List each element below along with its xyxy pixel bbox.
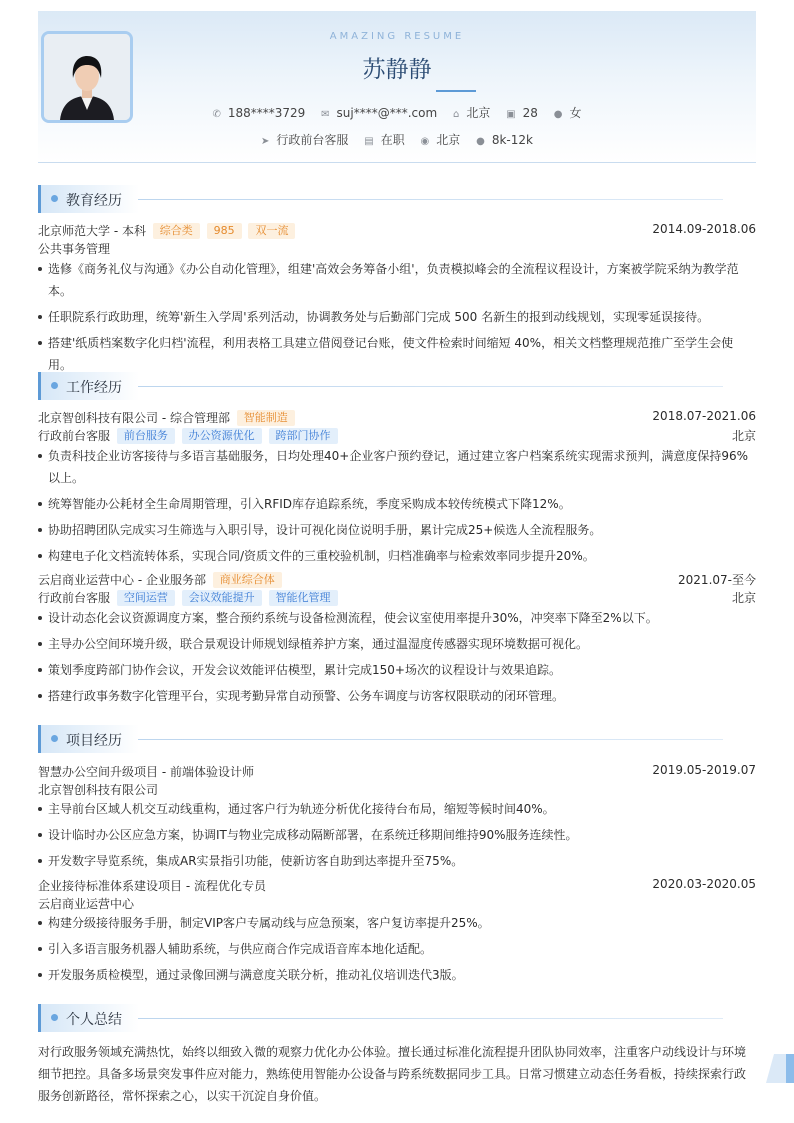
company-name: 云启商业运营中心 - 企业服务部	[38, 573, 206, 587]
project-title: 企业接待标准体系建设项目 - 流程优化专员	[38, 879, 266, 893]
education-major-row	[38, 240, 756, 258]
list-item: 任职院系行政助理，统筹'新生入学周'系列活动，协调教务处与后勤部门完成 500 名新生的报到动线规划，实现零延误接待。	[38, 306, 750, 328]
position-item	[261, 131, 348, 148]
section-rule	[138, 199, 723, 200]
section-work-title	[38, 372, 723, 400]
project-title-row	[38, 763, 756, 781]
industry-tag: 智能制造	[237, 410, 295, 426]
send-icon: ➤	[261, 136, 270, 147]
section-education-title	[38, 185, 723, 213]
age-item	[506, 106, 538, 120]
work-date: 2021.07-至今	[678, 573, 756, 587]
phone-icon: ✆	[212, 109, 221, 120]
email-item	[321, 106, 437, 120]
industry-tag: 商业综合体	[213, 572, 282, 588]
skill-tag: 空间运营	[117, 590, 175, 606]
section-label: 教育经历	[66, 193, 122, 209]
mail-icon: ✉	[321, 109, 330, 120]
skill-tag: 前台服务	[117, 428, 175, 444]
age-text: 28	[522, 106, 538, 120]
education-school-row	[38, 222, 756, 240]
section-label: 项目经历	[66, 733, 122, 749]
list-item: 构建电子化文档流转体系，实现合同/资质文件的三重校验机制，归档准确率与检索效率同步提升20%。	[38, 545, 750, 567]
major-name: 公共事务管理	[38, 242, 111, 256]
company-name: 北京智创科技有限公司 - 综合管理部	[38, 411, 230, 425]
project-date: 2019.05-2019.07	[652, 763, 756, 777]
list-item: 统筹智能办公耗材全生命周期管理，引入RFID库存追踪系统，季度采购成本较传统模式下降12%。	[38, 493, 750, 515]
location-pin-icon: ◉	[420, 136, 430, 147]
cake-icon: ▣	[506, 109, 516, 120]
city-text: 北京	[466, 106, 491, 120]
candidate-name: 苏静静	[362, 57, 432, 83]
project-org-row	[38, 895, 756, 913]
section-dot	[51, 735, 58, 742]
work-location: 北京	[731, 429, 756, 443]
project-title-row	[38, 877, 756, 895]
summary-text: 对行政服务领域充满热忱，始终以细致入微的观察力优化办公体验。擅长通过标准化流程提升团队协同效率，注重客户动线设计与环境细节把控。具备多场景突发事件应对能力，熟练使用智能办公设备与跨系统数据同步工具。日常习惯建立动态任务看板，持续探索行政服务创新路径，常怀探索之心，以实干沉淀自身价值。	[38, 1045, 747, 1103]
list-item: 设计动态化会议资源调度方案，整合预约系统与设备检测流程，使会议室使用率提升30%，冲突率下降至2%以下。	[38, 607, 750, 629]
list-item: 搭建行政事务数字化管理平台，实现考勤异常自动预警、公务车调度与访客权限联动的闭环管理。	[38, 685, 750, 707]
list-item: 引入多语言服务机器人辅助系统，与供应商合作完成语音库本地化适配。	[38, 938, 750, 960]
money-icon: ●	[476, 136, 485, 147]
position-text: 行政前台客服	[276, 133, 349, 147]
list-item: 协助招聘团队完成实习生筛选与入职引导，设计可视化岗位说明手册，累计完成25+候选人全流程服务。	[38, 519, 750, 541]
contact-info-row	[38, 104, 756, 121]
school-tag: 综合类	[153, 223, 200, 239]
status-item	[364, 131, 404, 148]
section-rule	[138, 739, 723, 740]
name-underline	[436, 90, 476, 92]
phone-item	[212, 106, 305, 120]
project-org: 北京智创科技有限公司	[38, 783, 159, 797]
list-item: 开发数字导览系统，集成AR实景指引功能，使新访客自助到达率提升至75%。	[38, 850, 750, 872]
skill-tag: 跨部门协作	[269, 428, 338, 444]
list-item: 策划季度跨部门协作会议，开发会议效能评估模型，累计完成150+场次的议程设计与效果追踪。	[38, 659, 750, 681]
section-summary-title	[38, 1004, 723, 1032]
status-text: 在职	[380, 133, 405, 147]
resume-header	[38, 11, 756, 163]
list-item: 构建分级接待服务手册，制定VIP客户专属动线与应急预案，客户复访率提升25%。	[38, 912, 750, 934]
gender-text: 女	[569, 106, 582, 120]
project-org: 云启商业运营中心	[38, 897, 135, 911]
project-org-row	[38, 781, 756, 799]
salary-item	[476, 133, 533, 147]
section-label: 工作经历	[66, 380, 122, 396]
project-date: 2020.03-2020.05	[652, 877, 756, 891]
target-city-text: 北京	[436, 133, 461, 147]
list-item: 开发服务质检模型，通过录像回溯与满意度关联分析，推动礼仪培训迭代3版。	[38, 964, 750, 986]
briefcase-icon: ▤	[364, 136, 374, 147]
skill-tag: 智能化管理	[269, 590, 338, 606]
email-text: suj****@***.com	[336, 106, 438, 120]
work-role-row	[38, 427, 756, 445]
work-location: 北京	[731, 591, 756, 605]
school-tag: 双一流	[248, 223, 295, 239]
role-name: 行政前台客服	[38, 429, 111, 443]
job-intent-row	[38, 131, 756, 148]
list-item: 搭建'纸质档案数字化归档'流程，利用表格工具建立借阅登记台账，使文件检索时间缩短 40%，相关文档整理规范推广至学生会使用。	[38, 332, 750, 376]
list-item: 选修《商务礼仪与沟通》《办公自动化管理》，组建'高效会务筹备小组'，负责模拟峰会的全流程议程设计，方案被学院采纳为教学范本。	[38, 258, 750, 302]
list-item: 负责科技企业访客接待与多语言基础服务，日均处理40+企业客户预约登记，通过建立客户档案系统实现需求预判，满意度保持96%以上。	[38, 445, 750, 489]
skill-tag: 办公资源优化	[182, 428, 262, 444]
work-role-row	[38, 589, 756, 607]
role-name: 行政前台客服	[38, 591, 111, 605]
section-rule	[138, 1018, 723, 1019]
skill-tag: 会议效能提升	[182, 590, 262, 606]
salary-text: 8k-12k	[491, 133, 533, 147]
gender-icon: ●	[553, 109, 563, 120]
work-date: 2018.07-2021.06	[652, 409, 756, 423]
section-dot	[51, 382, 58, 389]
target-city-item	[421, 131, 461, 148]
work-company-row	[38, 571, 756, 589]
gender-item	[554, 104, 582, 121]
section-dot	[51, 195, 58, 202]
section-project-title	[38, 725, 723, 753]
work-company-row	[38, 409, 756, 427]
section-dot	[51, 1014, 58, 1021]
project-title: 智慧办公空间升级项目 - 前端体验设计师	[38, 765, 254, 779]
list-item: 主导前台区域人机交互动线重构，通过客户行为轨迹分析优化接待台布局，缩短等候时间40%。	[38, 798, 750, 820]
corner-decoration	[766, 1054, 794, 1083]
school-name: 北京师范大学 - 本科	[38, 224, 146, 238]
school-tag: 985	[207, 223, 242, 239]
education-date: 2014.09-2018.06	[652, 222, 756, 236]
list-item: 设计临时办公区应急方案，协调IT与物业完成移动隔断部署，在系统迁移期间维持90%服务连续性。	[38, 824, 750, 846]
home-icon: ⌂	[453, 109, 460, 120]
resume-tagline: AMAZING RESUME	[329, 31, 465, 42]
city-item	[453, 104, 490, 121]
section-rule	[138, 386, 723, 387]
section-label: 个人总结	[66, 1012, 122, 1028]
list-item: 主导办公空间环境升级，联合景观设计师规划绿植养护方案，通过温湿度传感器实现环境数据可视化。	[38, 633, 750, 655]
phone-text: 188****3729	[227, 106, 306, 120]
